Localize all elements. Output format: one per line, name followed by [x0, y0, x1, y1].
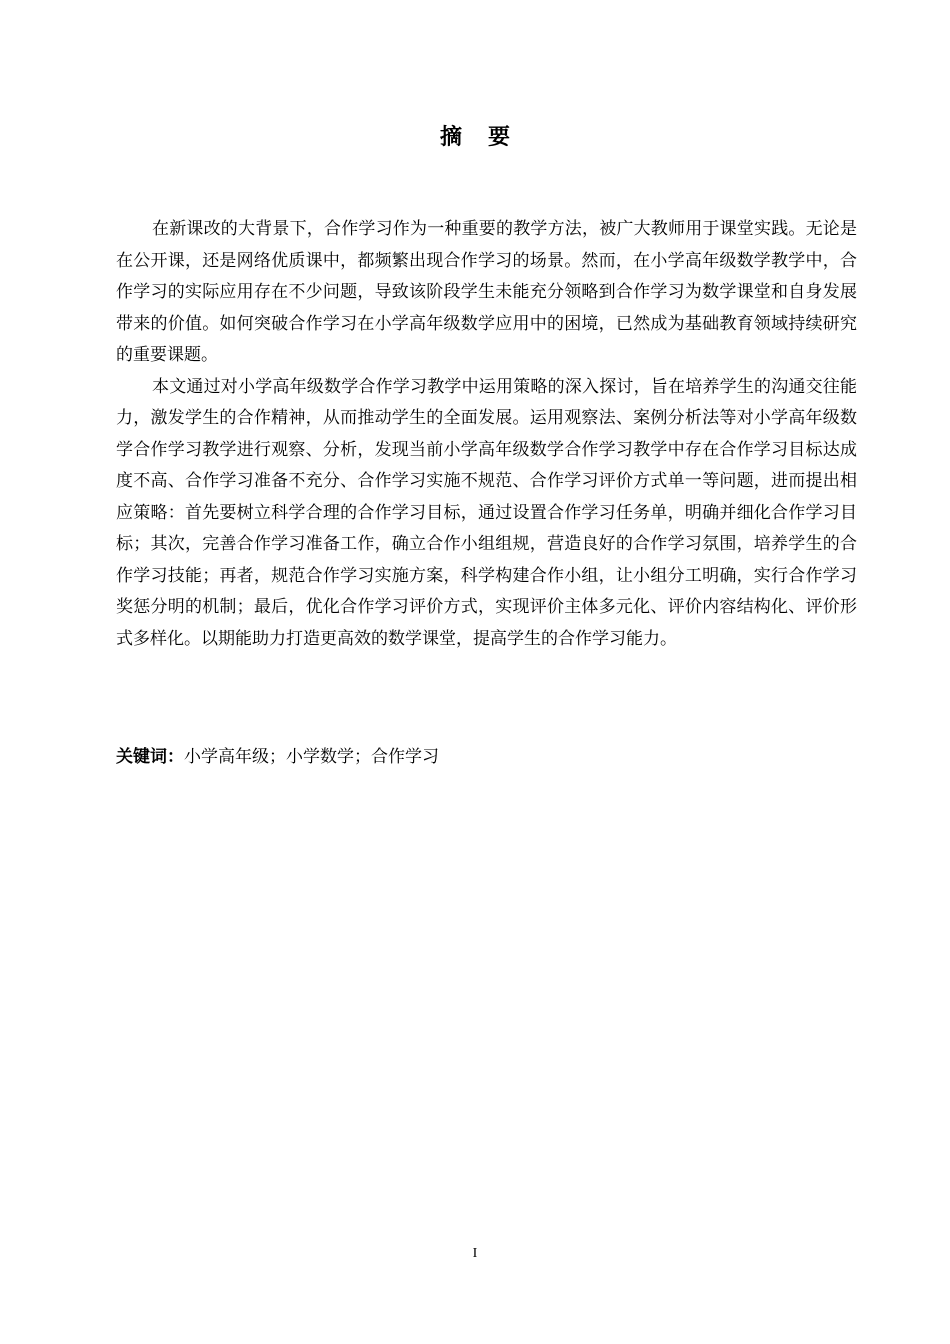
abstract-paragraph-1: 在新课改的大背景下，合作学习作为一种重要的教学方法，被广大教师用于课堂实践。无论是在公开课，还是网络优质课中，都频繁出现合作学习的场景。然而，在小学高年级数学教学中，合作学习的实际应用存在不少问题，导致该阶段学生未能充分领略到合作学习为数学课堂和自身发展带来的价值。如何突破合作学习在小学高年级数学应用中的困境，已然成为基础教育领域持续研究的重要课题。	[116, 219, 857, 365]
keywords-value: 小学高年级；小学数学；合作学习	[184, 747, 439, 767]
abstract-paragraph-2: 本文通过对小学高年级数学合作学习教学中运用策略的深入探讨，旨在培养学生的沟通交往能力，激发学生的合作精神，从而推动学生的全面发展。运用观察法、案例分析法等对小学高年级数学合作学习教学进行观察、分析，发现当前小学高年级数学合作学习教学中存在合作学习目标达成度不高、合作学习准备不充分、合作学习实施不规范、合作学习评价方式单一等问题，进而提出相应策略：首先要树立科学合理的合作学习目标，通过设置合作学习任务单，明确并细化合作学习目标；其次，完善合作学习准备工作，确立合作小组组规，营造良好的合作学习氛围，培养学生的合作学习技能；再者，规范合作学习实施方案，科学构建合作小组，让小组分工明确，实行合作学习奖惩分明的机制；最后，优化合作学习评价方式，实现评价主体多元化、评价内容结构化、评价形式多样化。以期能助力打造更高效的数学课堂，提高学生的合作学习能力。	[116, 376, 857, 649]
page-number: I	[472, 1246, 478, 1261]
keywords-line	[116, 742, 857, 772]
keywords-label: 关键词：	[116, 747, 184, 767]
page-title: 摘要	[439, 125, 536, 150]
abstract-body	[116, 214, 857, 655]
